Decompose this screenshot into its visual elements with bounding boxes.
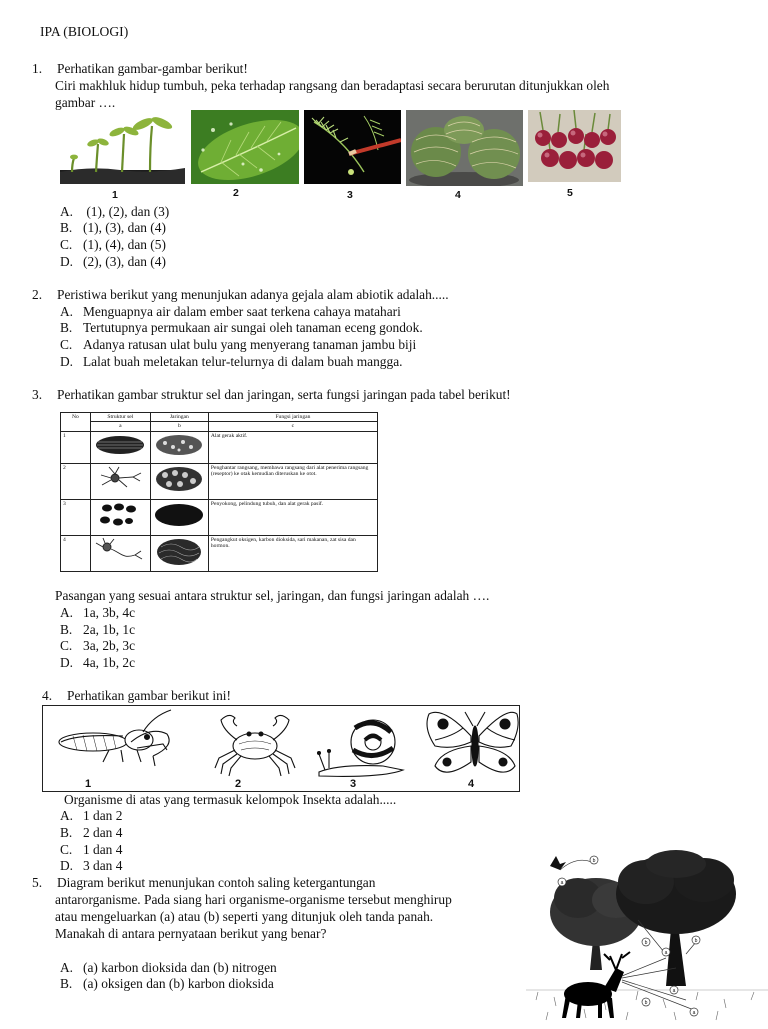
picture-label: 4 — [468, 778, 475, 790]
picture-label: 3 — [347, 189, 353, 201]
cell-structure-drawing — [90, 535, 150, 571]
tissue-drawing — [150, 535, 208, 571]
row-number: 3 — [61, 499, 91, 535]
question-4-text: Organisme di atas yang termasuk kelompok Insekta adalah..... — [64, 792, 397, 807]
table-header: Jaringan — [150, 413, 208, 422]
diagram-label: b — [644, 940, 648, 946]
sprouting-plants-image — [60, 112, 185, 184]
diagram-label: b — [644, 1000, 648, 1006]
table-header: Struktur sel — [90, 413, 150, 422]
table-row — [61, 431, 378, 463]
option-b[interactable]: B. Tertutupnya permukaan air sungai oleh tanaman eceng gondok. — [60, 320, 423, 335]
question-number: 3. — [32, 387, 43, 402]
option-d[interactable]: D. 4a, 1b, 2c — [60, 655, 136, 670]
question-5-text: atau mengeluarkan (a) atau (b) seperti yang ditunjuk oleh tanda panah. — [55, 909, 434, 924]
crab-drawing — [215, 715, 295, 776]
diagram-label: a — [560, 880, 564, 886]
question-3-prompt: 3. Perhatikan gambar struktur sel dan jaringan, serta fungsi jaringan pada tabel berikut! — [32, 387, 511, 402]
option-c[interactable]: C. 1 dan 4 — [60, 842, 123, 857]
option-d[interactable]: D. (2), (3), dan (4) — [60, 254, 166, 269]
butterfly-drawing — [427, 712, 518, 772]
table-subheader: b — [150, 422, 208, 431]
row-number: 4 — [61, 535, 91, 571]
table-subheader: c — [208, 422, 377, 431]
diagram-label: a — [672, 988, 676, 994]
option-d[interactable]: D. 3 dan 4 — [60, 858, 123, 873]
tissue-function: Alat gerak aktif. — [208, 431, 377, 463]
picture-label: 2 — [235, 778, 242, 790]
tissue-function: Pengangkut oksigen, karbon dioksida, sari makanan, zat sisa dan hormon. — [208, 535, 377, 571]
option-b[interactable]: B. 2a, 1b, 1c — [60, 622, 136, 637]
option-a[interactable]: A. (a) karbon dioksida dan (b) nitrogen — [60, 960, 277, 975]
table-subheader: a — [90, 422, 150, 431]
table-header: No — [61, 413, 91, 432]
diagram-label: a — [692, 1010, 696, 1016]
tissue-drawing — [150, 431, 208, 463]
table-row — [61, 499, 378, 535]
picture-label: 1 — [85, 778, 92, 790]
question-1-text: Ciri makhluk hidup tumbuh, peka terhadap rangsang dan beradaptasi secara berurutan ditunjukkan oleh — [55, 78, 610, 93]
cell-structure-drawing — [90, 463, 150, 499]
tissue-function: Penghantar rangsang, membawa rangsang dari alat penerima rangsang (reseptor) ke otak kemudian diteruskan ke otot. — [208, 463, 377, 499]
option-a[interactable]: A. Menguapnya air dalam ember saat terkena cahaya matahari — [60, 304, 401, 319]
cell-structure-drawing — [90, 499, 150, 535]
red-onions-image — [528, 110, 621, 182]
animals-figure — [42, 705, 520, 792]
tissue-drawing — [150, 463, 208, 499]
diagram-label: b — [694, 938, 698, 944]
table-row — [61, 463, 378, 499]
question-number: 2. — [32, 287, 43, 302]
picture-label: 3 — [350, 778, 357, 790]
question-3-text: Pasangan yang sesuai antara struktur sel, jaringan, dan fungsi jaringan adalah …. — [55, 588, 490, 603]
diagram-label: a — [664, 950, 668, 956]
question-1-prompt: 1. Perhatikan gambar-gambar berikut! — [32, 61, 248, 76]
option-a[interactable]: A. (1), (2), dan (3) — [60, 204, 170, 219]
tissue-drawing — [150, 499, 208, 535]
cell-structure-drawing — [90, 431, 150, 463]
cactus-image — [406, 110, 523, 186]
picture-label: 2 — [233, 187, 239, 199]
question-5-text: Manakah di antara pernyataan berikut yang benar? — [55, 926, 327, 941]
question-number: 1. — [32, 61, 43, 76]
page-title: IPA (BIOLOGI) — [40, 24, 129, 39]
option-b[interactable]: B. (1), (3), dan (4) — [60, 220, 166, 235]
tree-drawing — [616, 850, 736, 986]
picture-label: 4 — [455, 189, 461, 201]
row-number: 1 — [61, 431, 91, 463]
picture-label: 1 — [112, 189, 118, 201]
question-5-prompt: 5. Diagram berikut menunjukan contoh saling ketergantungan — [32, 875, 376, 890]
row-number: 2 — [61, 463, 91, 499]
option-d[interactable]: D. Lalat buah meletakan telur-telurnya di dalam buah mangga. — [60, 354, 403, 369]
tissue-function: Penyokong, pelindung tubuh, dan alat gerak pasif. — [208, 499, 377, 535]
option-b[interactable]: B. 2 dan 4 — [60, 825, 123, 840]
question-number: 4. — [42, 688, 53, 703]
option-a[interactable]: A. 1 dan 2 — [60, 808, 123, 823]
ecosystem-diagram — [526, 850, 768, 1024]
question-1-text-cont: gambar …. — [55, 95, 116, 110]
picture-label: 5 — [567, 187, 573, 199]
option-a[interactable]: A. 1a, 3b, 4c — [60, 605, 136, 620]
snail-drawing — [318, 720, 404, 776]
leaf-with-water-drops-image — [191, 110, 299, 184]
option-c[interactable]: C. (1), (4), dan (5) — [60, 237, 166, 252]
diagram-label: b — [592, 858, 596, 864]
grasshopper-drawing — [59, 710, 171, 766]
option-c[interactable]: C. 3a, 2b, 3c — [60, 638, 136, 653]
table-row — [61, 535, 378, 571]
bird-drawing — [550, 856, 566, 870]
question-2-prompt: 2. Peristiwa berikut yang menunjukan adanya gejala alam abiotik adalah..... — [32, 287, 449, 302]
table-header: Fungsi jaringan — [208, 413, 377, 422]
question-4-prompt: 4. Perhatikan gambar berikut ini! — [42, 688, 231, 703]
question-5-text: antarorganisme. Pada siang hari organisme-organisme tersebut menghirup — [55, 892, 452, 907]
cell-tissue-table — [60, 412, 378, 572]
question-number: 5. — [32, 875, 43, 890]
mimosa-plant-image — [304, 110, 401, 184]
option-c[interactable]: C. Adanya ratusan ulat bulu yang menyerang tanaman jambu biji — [60, 337, 417, 352]
option-b[interactable]: B. (a) oksigen dan (b) karbon dioksida — [60, 976, 274, 991]
